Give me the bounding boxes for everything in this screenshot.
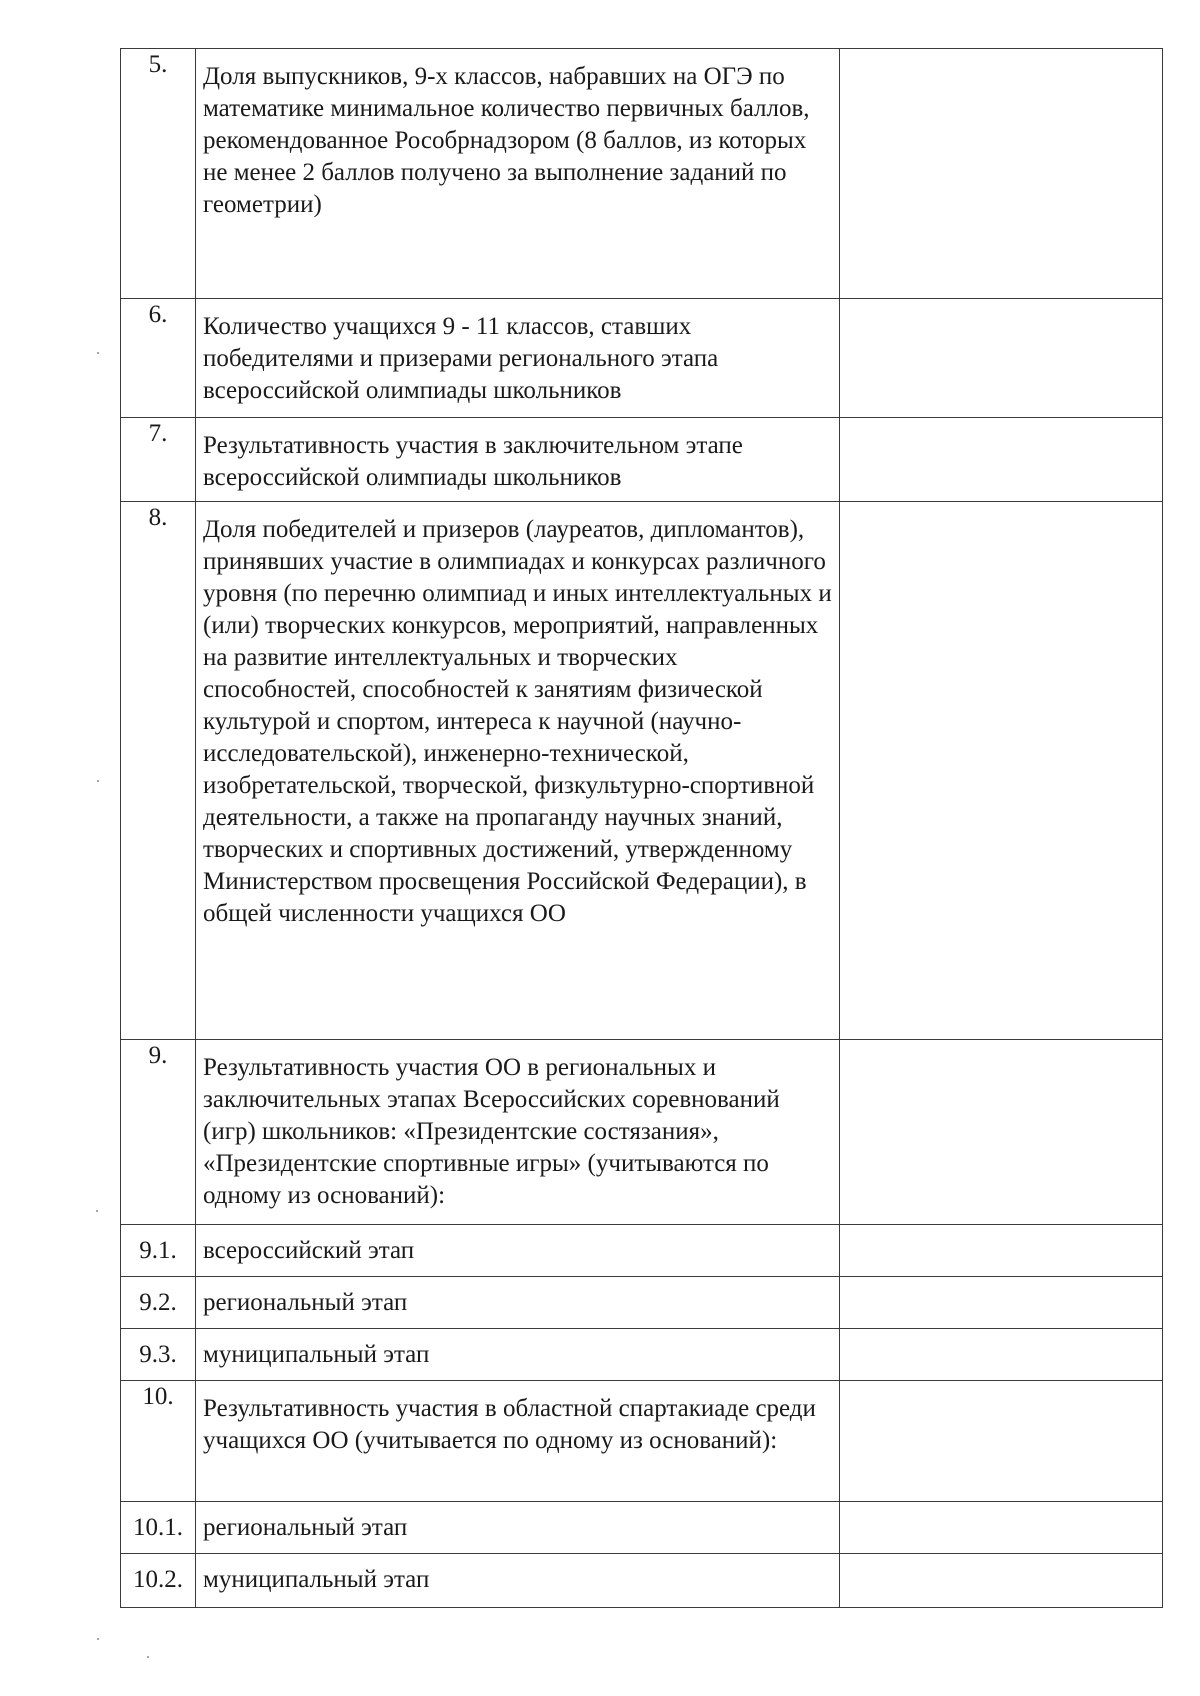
row-number: 10. [121,1381,196,1502]
table-row [121,1225,1163,1277]
scan-speck [97,1638,99,1640]
row-value-cell [840,49,1163,299]
row-value-cell [840,299,1163,418]
row-value-cell [840,418,1163,502]
row-number: 9. [121,1040,196,1225]
table-row [121,1040,1163,1225]
row-criterion-text: муниципальный этап [196,1554,840,1608]
row-criterion-text: Доля победителей и призеров (лауреатов, дипломантов), принявших участие в олимпиадах и конкурсах различного уровня (по перечню олимпиад и иных интеллектуальных и (или) творческих конкурсов, мероприятий, направленных на развитие интеллектуальных и творческих способностей, способностей к занятиям физической культурой и спортом, интереса к научной (научно-исследовательской), инженерно-технической, изобретательской, творческой, физкультурно-спортивной деятельности, а также на пропаганду научных знаний, творческих и спортивных достижений, утвержденному Министерством просвещения Российской Федерации), в общей численности учащихся ОО [196,502,840,1040]
row-number: 9.3. [121,1329,196,1381]
scan-speck [97,780,99,782]
row-number: 10.2. [121,1554,196,1608]
table-row [121,1381,1163,1502]
row-value-cell [840,1225,1163,1277]
row-criterion-text: региональный этап [196,1277,840,1329]
row-criterion-text: Результативность участия в заключительном этапе всероссийской олимпиады школьников [196,418,840,502]
row-criterion-text: Доля выпускников, 9-х классов, набравших на ОГЭ по математике минимальное количество первичных баллов, рекомендованное Рособрнадзором (8 баллов, из которых не менее 2 баллов получено за выполнение заданий по геометрии) [196,49,840,299]
row-criterion-text: Результативность участия в областной спартакиаде среди учащихся ОО (учитывается по одному из оснований): [196,1381,840,1502]
row-number: 9.1. [121,1225,196,1277]
row-value-cell [840,1040,1163,1225]
row-criterion-text: региональный этап [196,1502,840,1554]
row-number: 7. [121,418,196,502]
row-value-cell [840,1329,1163,1381]
row-criterion-text: всероссийский этап [196,1225,840,1277]
row-criterion-text: Количество учащихся 9 - 11 классов, ставших победителями и призерами регионального этапа всероссийской олимпиады школьников [196,299,840,418]
row-criterion-text: муниципальный этап [196,1329,840,1381]
table-row [121,299,1163,418]
scan-speck [147,1656,149,1658]
row-value-cell [840,1502,1163,1554]
row-number: 5. [121,49,196,299]
row-number: 10.1. [121,1502,196,1554]
table-row [121,502,1163,1040]
row-number: 6. [121,299,196,418]
row-value-cell [840,502,1163,1040]
row-value-cell [840,1277,1163,1329]
row-value-cell [840,1381,1163,1502]
table-row [121,1329,1163,1381]
criteria-table [120,48,1163,1608]
row-criterion-text: Результативность участия ОО в региональных и заключительных этапах Всероссийских соревнований (игр) школьников: «Президентские состязания», «Президентские спортивные игры» (учитываются по одному из оснований): [196,1040,840,1225]
scan-speck [97,352,99,354]
table-row [121,49,1163,299]
table-row [121,1277,1163,1329]
table-row [121,1554,1163,1608]
row-number: 9.2. [121,1277,196,1329]
scan-speck [96,1210,98,1212]
row-number: 8. [121,502,196,1040]
table-row [121,418,1163,502]
row-value-cell [840,1554,1163,1608]
table-row [121,1502,1163,1554]
